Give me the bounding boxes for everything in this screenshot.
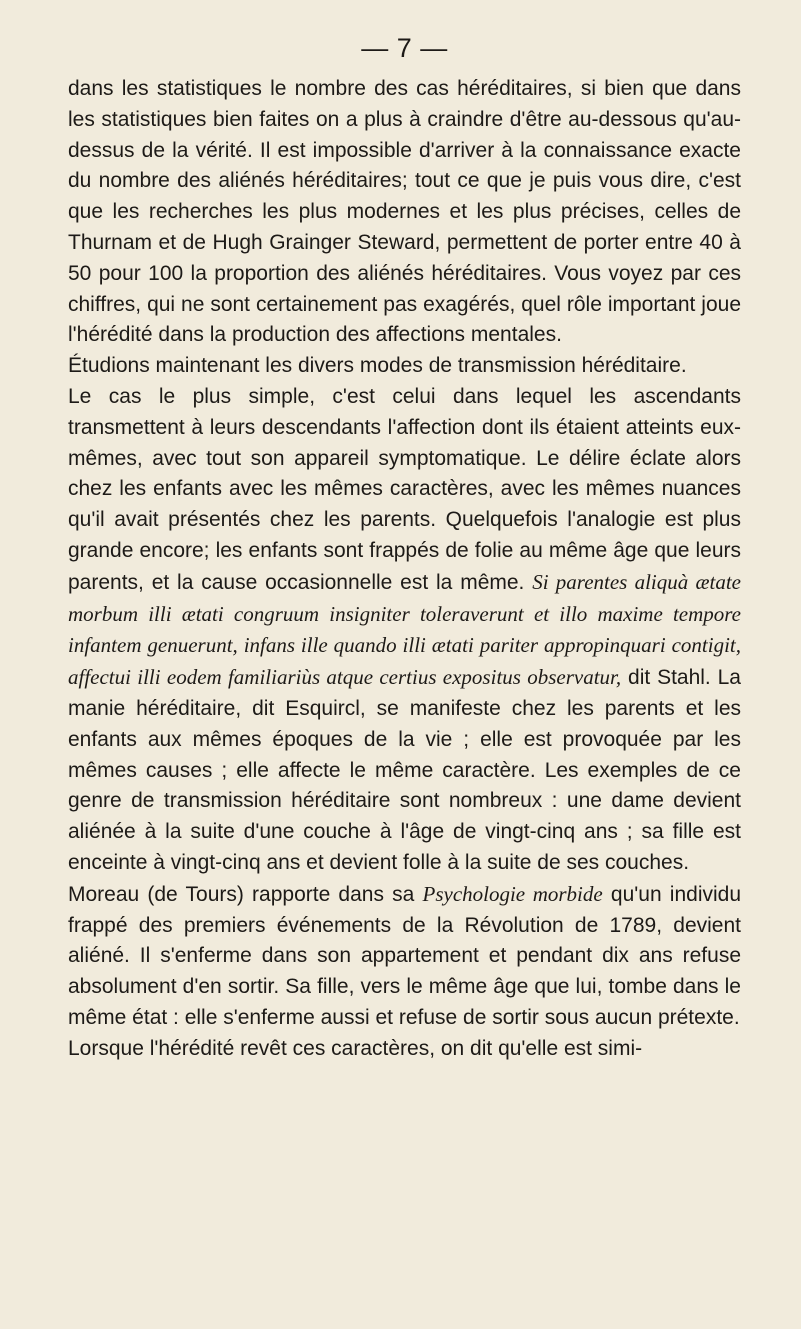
paragraph-simple-case [68, 382, 741, 879]
paragraph-moreau-example [68, 879, 741, 1034]
paragraph-transmission-intro: Étudions maintenant les divers modes de transmission héréditaire. [68, 354, 687, 378]
page-number: — 7 — [361, 33, 448, 63]
paragraph-final-line: Lorsque l'hérédité revêt ces caractères, on dit qu'elle est simi- [68, 1036, 643, 1060]
paragraph-simple-case-start: Le cas le plus simple, c'est celui dans lequel les ascendants transmettent à leurs descendants l'affection dont ils étaient atteints eux-mêmes, avec tout son appareil symptomatique. Le délire éclate alors chez les enfants avec les mêmes caractères, avec les mêmes nuances qu'il avait présentés chez les parents. Quelquefois l'analogie est plus grande encore; les enfants sont frappés de folie au même âge que leurs parents, et la cause occasionnelle est la même. [68, 384, 741, 594]
paragraph-moreau-start: Moreau (de Tours) rapporte dans sa [68, 882, 423, 906]
paragraph-moreau-end: qu'un individu frappé des premiers événements de la Révolution de 1789, devient aliéné. Il s'enferme dans son appartement et pendant dix ans refuse absolument d'en sortir. Sa fille, vers le même âge que lui, tombe dans le même état : elle s'enferme aussi et refuse de sortir sous aucun prétexte. [68, 882, 742, 1029]
book-title-psychologie-morbide: Psychologie morbide [422, 881, 603, 906]
paragraph-statistics: dans les statistiques le nombre des cas héréditaires, si bien que dans les statistiques bien faites on a plus à craindre d'être au-dessous qu'au-dessus de la vérité. Il est impossible d'arriver à la connaissance exacte du nombre des aliénés héréditaires; tout ce que je puis vous dire, c'est que les recherches les plus modernes et les plus précises, celles de Thurnam et de Hugh Grainger Steward, permettent de porter entre 40 à 50 pour 100 la proportion des aliénés héréditaires. Vous voyez par ces chiffres, qui ne sont certainement pas exagérés, quel rôle important joue l'hérédité dans la production des affections mentales. [68, 77, 741, 347]
paragraph-simple-case-end: dit Stahl. La manie héréditaire, dit Esquircl, se manifeste chez les parents et les enfants aux mêmes époques de la vie ; elle est provoquée par les mêmes causes ; elle affecte le même caractère. Les exemples de ce genre de transmission héréditaire sont nombreux : une dame devient aliénée à la suite d'une couche à l'âge de vingt-cinq ans ; sa fille est enceinte à vingt-cinq ans et devient folle à la suite de ses couches. [68, 666, 741, 874]
page-body [68, 74, 741, 1065]
stahl-latin-quote: Si parentes aliquà ætate morbum illi ætati congruum insigniter toleraverunt et illo maxime tempore infantem genuerunt, infans ille quando illi ætati pariter appropinquari contigit, affectui illi eodem familiariùs atque certius expositus observatur, [68, 569, 741, 690]
